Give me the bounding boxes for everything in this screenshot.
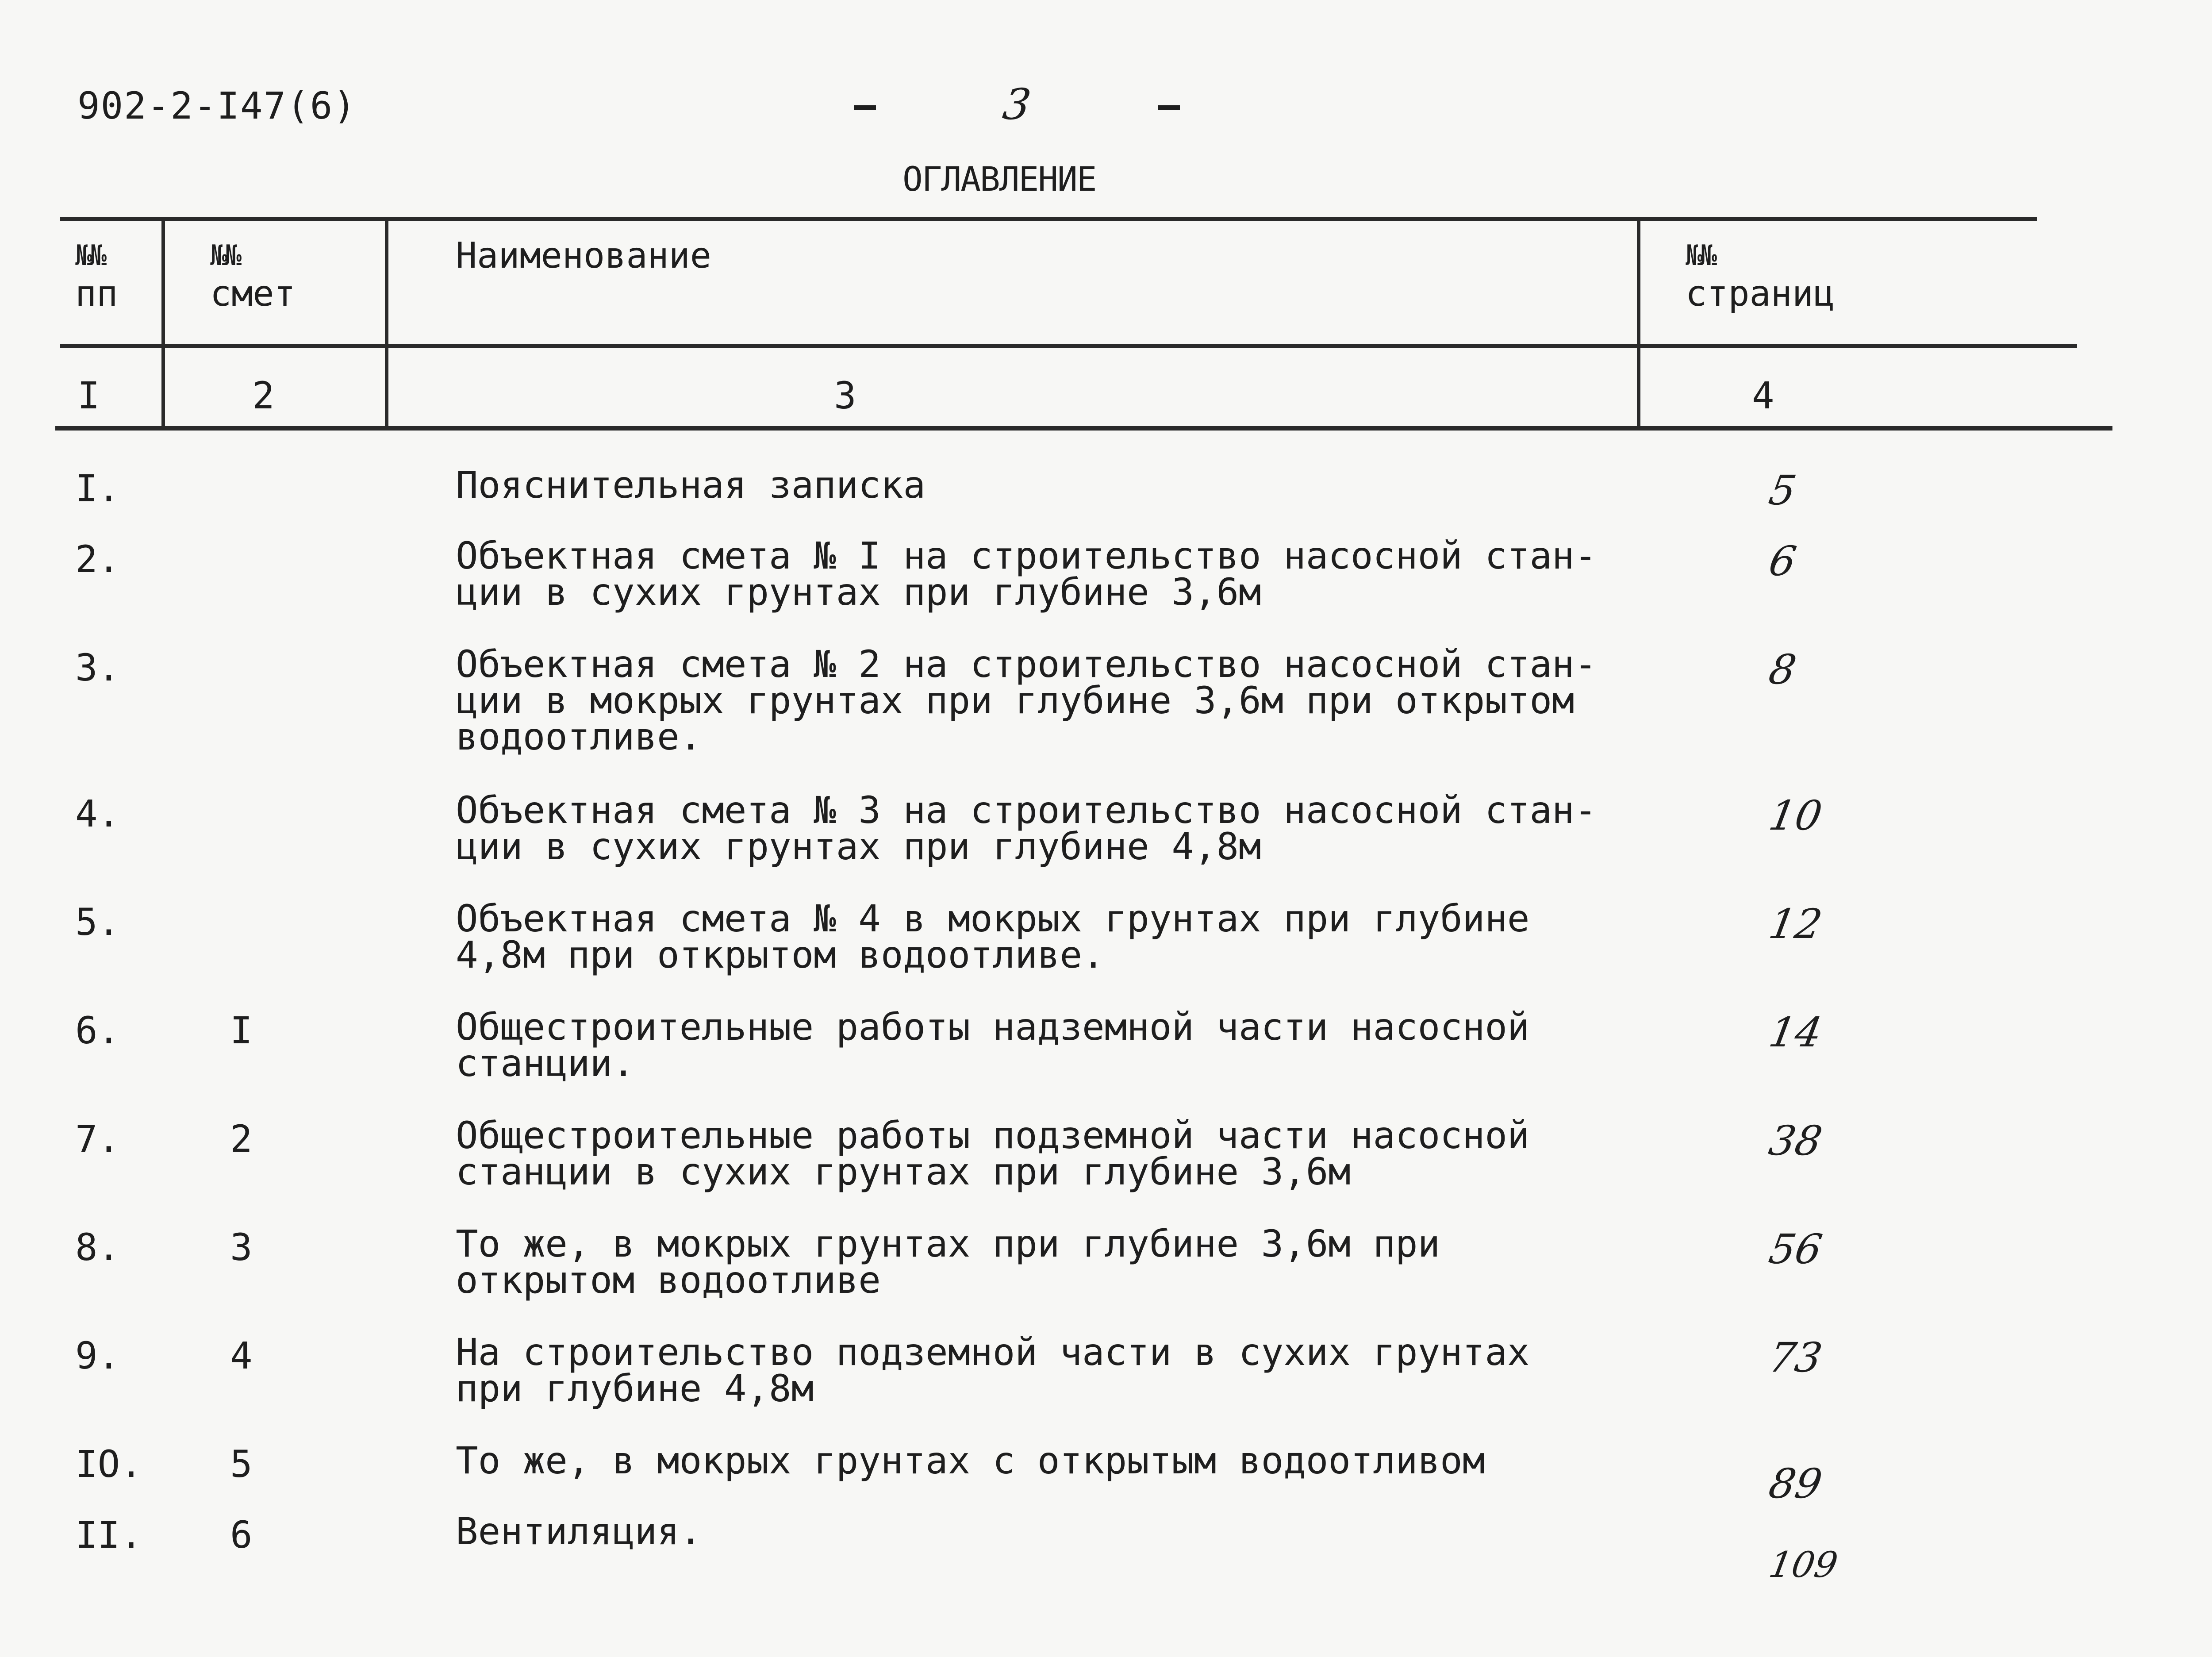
row-page: 109 bbox=[1766, 1544, 1841, 1585]
column-header-name bbox=[456, 237, 711, 275]
row-page: 89 bbox=[1765, 1460, 1826, 1507]
row-number: II. bbox=[75, 1513, 142, 1557]
column-header-name-label: Наименование bbox=[456, 235, 711, 276]
row-number: 5. bbox=[75, 900, 120, 944]
row-estimate: I bbox=[230, 1009, 253, 1052]
row-name: Объектная смета № I на строительство насосной стан- ции в сухих грунтах при глубине 3,6м bbox=[456, 534, 1597, 614]
page-number-value: 3 bbox=[999, 80, 1034, 129]
page-number bbox=[854, 80, 1180, 129]
row-name: На строительство подземной части в сухих грунтах при глубине 4,8м bbox=[456, 1330, 1530, 1410]
row-page: 6 bbox=[1765, 538, 1800, 585]
row-name: Объектная смета № 4 в мокрых грунтах при глубине 4,8м при открытом водоотливе. bbox=[456, 897, 1530, 977]
row-page: 10 bbox=[1765, 792, 1826, 839]
column-divider-2 bbox=[385, 219, 388, 428]
row-page: 12 bbox=[1765, 900, 1826, 948]
row-estimate: 3 bbox=[230, 1226, 253, 1269]
row-number: I. bbox=[75, 467, 120, 510]
dash-right bbox=[1158, 105, 1180, 110]
row-number: 4. bbox=[75, 792, 120, 835]
row-page: 73 bbox=[1765, 1334, 1826, 1381]
table-numbers-rule bbox=[55, 426, 2112, 431]
dash-left bbox=[854, 105, 876, 110]
column-header-pages-bottom: страниц bbox=[1686, 273, 1835, 314]
row-page: 5 bbox=[1765, 467, 1800, 514]
column-number-4: 4 bbox=[1752, 374, 1774, 417]
row-name: Общестроительные работы надземной части насосной станции. bbox=[456, 1005, 1530, 1085]
column-divider-3 bbox=[1637, 219, 1640, 428]
page-title: ОГЛАВЛЕНИЕ bbox=[902, 159, 1096, 199]
row-estimate: 6 bbox=[230, 1513, 253, 1557]
row-name: Объектная смета № 2 на строительство насосной стан- ции в мокрых грунтах при глубине 3,6м при открытом водоотливе. bbox=[456, 642, 1597, 758]
row-name: То же, в мокрых грунтах с открытым водоотливом bbox=[456, 1439, 1485, 1482]
row-estimate: 5 bbox=[230, 1442, 253, 1486]
table-header-rule bbox=[60, 344, 2077, 348]
column-number-3: 3 bbox=[834, 374, 856, 417]
row-number: 8. bbox=[75, 1226, 120, 1269]
row-page: 38 bbox=[1765, 1117, 1826, 1165]
column-number-1: I bbox=[77, 374, 100, 417]
row-page: 8 bbox=[1765, 646, 1800, 693]
row-name: Объектная смета № 3 на строительство насосной стан- ции в сухих грунтах при глубине 4,8м bbox=[456, 788, 1597, 868]
row-page: 14 bbox=[1765, 1009, 1826, 1056]
row-name: То же, в мокрых грунтах при глубине 3,6м при открытом водоотливе bbox=[456, 1222, 1440, 1302]
column-header-num-bottom: пп bbox=[75, 273, 118, 314]
row-number: IO. bbox=[75, 1442, 142, 1486]
column-header-estimate-bottom: смет bbox=[210, 273, 296, 314]
row-name: Вентиляция. bbox=[456, 1510, 702, 1553]
column-header-num bbox=[75, 237, 118, 313]
row-estimate: 4 bbox=[230, 1334, 253, 1377]
row-number: 9. bbox=[75, 1334, 120, 1377]
row-number: 2. bbox=[75, 538, 120, 581]
column-header-num-top: №№ bbox=[75, 239, 104, 272]
row-number: 6. bbox=[75, 1009, 120, 1052]
document-code: 902-2-I47(6) bbox=[77, 84, 357, 127]
row-name: Общестроительные работы подземной части насосной станции в сухих грунтах при глубине 3,6м bbox=[456, 1114, 1530, 1193]
column-header-estimate bbox=[210, 237, 296, 313]
column-header-pages bbox=[1686, 237, 1835, 313]
row-number: 3. bbox=[75, 646, 120, 689]
row-number: 7. bbox=[75, 1117, 120, 1161]
column-header-estimate-top: №№ bbox=[210, 239, 239, 272]
row-page: 56 bbox=[1765, 1226, 1826, 1273]
column-header-pages-top: №№ bbox=[1686, 239, 1715, 272]
table-top-rule bbox=[60, 217, 2037, 221]
column-divider-1 bbox=[161, 219, 165, 428]
row-estimate: 2 bbox=[230, 1117, 253, 1161]
row-name: Пояснительная записка bbox=[456, 463, 926, 507]
column-number-2: 2 bbox=[252, 374, 275, 417]
